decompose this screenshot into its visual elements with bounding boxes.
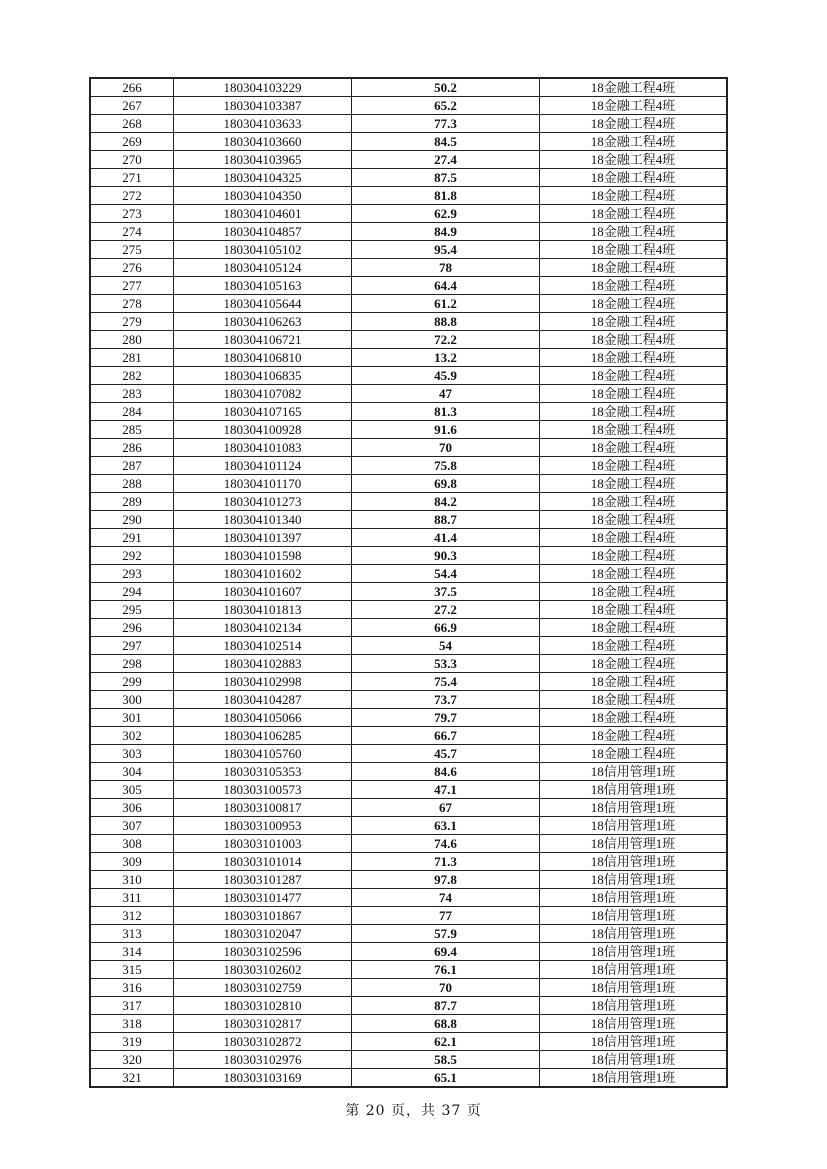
score-cell: 53.3 (352, 655, 540, 673)
row-number-cell: 295 (90, 601, 174, 619)
student-id-cell: 180303102596 (174, 943, 352, 961)
table-row (90, 691, 727, 709)
table-row (90, 493, 727, 511)
table-row (90, 97, 727, 115)
score-cell: 88.7 (352, 511, 540, 529)
student-id-cell: 180303103169 (174, 1069, 352, 1088)
row-number-cell: 273 (90, 205, 174, 223)
student-id-cell: 180304101397 (174, 529, 352, 547)
row-number-cell: 270 (90, 151, 174, 169)
table-row (90, 745, 727, 763)
score-cell: 45.7 (352, 745, 540, 763)
student-id-cell: 180304102514 (174, 637, 352, 655)
table-row (90, 1033, 727, 1051)
row-number-cell: 299 (90, 673, 174, 691)
table-row (90, 1069, 727, 1088)
score-cell: 70 (352, 439, 540, 457)
student-id-cell: 180304105066 (174, 709, 352, 727)
class-name-cell: 18信用管理1班 (540, 961, 728, 979)
table-row (90, 277, 727, 295)
score-cell: 81.3 (352, 403, 540, 421)
table-row (90, 511, 727, 529)
table-row (90, 1015, 727, 1033)
student-id-cell: 180304101602 (174, 565, 352, 583)
table-row (90, 367, 727, 385)
class-name-cell: 18金融工程4班 (540, 133, 728, 151)
table-row (90, 709, 727, 727)
row-number-cell: 274 (90, 223, 174, 241)
class-name-cell: 18金融工程4班 (540, 241, 728, 259)
table-row (90, 979, 727, 997)
class-name-cell: 18金融工程4班 (540, 565, 728, 583)
table-row (90, 565, 727, 583)
class-name-cell: 18金融工程4班 (540, 475, 728, 493)
student-id-cell: 180304105102 (174, 241, 352, 259)
score-cell: 45.9 (352, 367, 540, 385)
score-cell: 54 (352, 637, 540, 655)
table-row (90, 547, 727, 565)
table-row (90, 925, 727, 943)
table-row (90, 223, 727, 241)
class-name-cell: 18信用管理1班 (540, 781, 728, 799)
row-number-cell: 276 (90, 259, 174, 277)
table-row (90, 259, 727, 277)
student-id-cell: 180304102998 (174, 673, 352, 691)
score-table (89, 77, 728, 1088)
student-id-cell: 180304101083 (174, 439, 352, 457)
row-number-cell: 315 (90, 961, 174, 979)
score-cell: 67 (352, 799, 540, 817)
class-name-cell: 18信用管理1班 (540, 853, 728, 871)
score-cell: 87.5 (352, 169, 540, 187)
table-row (90, 763, 727, 781)
row-number-cell: 301 (90, 709, 174, 727)
student-id-cell: 180304100928 (174, 421, 352, 439)
class-name-cell: 18信用管理1班 (540, 889, 728, 907)
score-cell: 27.4 (352, 151, 540, 169)
row-number-cell: 286 (90, 439, 174, 457)
row-number-cell: 289 (90, 493, 174, 511)
row-number-cell: 317 (90, 997, 174, 1015)
class-name-cell: 18金融工程4班 (540, 223, 728, 241)
class-name-cell: 18金融工程4班 (540, 187, 728, 205)
score-cell: 27.2 (352, 601, 540, 619)
student-id-cell: 180304103229 (174, 78, 352, 97)
student-id-cell: 180304104287 (174, 691, 352, 709)
score-cell: 95.4 (352, 241, 540, 259)
class-name-cell: 18金融工程4班 (540, 673, 728, 691)
score-cell: 84.9 (352, 223, 540, 241)
student-id-cell: 180303105353 (174, 763, 352, 781)
student-id-cell: 180303100573 (174, 781, 352, 799)
student-id-cell: 180304103387 (174, 97, 352, 115)
student-id-cell: 180304106810 (174, 349, 352, 367)
table-row (90, 1051, 727, 1069)
class-name-cell: 18信用管理1班 (540, 799, 728, 817)
class-name-cell: 18信用管理1班 (540, 871, 728, 889)
class-name-cell: 18信用管理1班 (540, 1069, 728, 1088)
score-cell: 69.8 (352, 475, 540, 493)
student-id-cell: 180303100953 (174, 817, 352, 835)
table-row (90, 385, 727, 403)
score-cell: 72.2 (352, 331, 540, 349)
table-row (90, 241, 727, 259)
score-cell: 65.1 (352, 1069, 540, 1088)
class-name-cell: 18金融工程4班 (540, 619, 728, 637)
page-number-footer: 第 20 页，共 37 页 (345, 1103, 482, 1119)
student-id-cell: 180304103965 (174, 151, 352, 169)
score-cell: 84.5 (352, 133, 540, 151)
score-cell: 77.3 (352, 115, 540, 133)
row-number-cell: 266 (90, 78, 174, 97)
score-cell: 97.8 (352, 871, 540, 889)
class-name-cell: 18金融工程4班 (540, 421, 728, 439)
row-number-cell: 300 (90, 691, 174, 709)
row-number-cell: 279 (90, 313, 174, 331)
row-number-cell: 304 (90, 763, 174, 781)
row-number-cell: 313 (90, 925, 174, 943)
score-cell: 79.7 (352, 709, 540, 727)
student-id-cell: 180304105163 (174, 277, 352, 295)
student-id-cell: 180304101273 (174, 493, 352, 511)
row-number-cell: 287 (90, 457, 174, 475)
table-row (90, 475, 727, 493)
student-id-cell: 180304101170 (174, 475, 352, 493)
table-row (90, 583, 727, 601)
row-number-cell: 302 (90, 727, 174, 745)
row-number-cell: 269 (90, 133, 174, 151)
table-row (90, 313, 727, 331)
table-row (90, 907, 727, 925)
table-row (90, 889, 727, 907)
table-row (90, 673, 727, 691)
table-row (90, 187, 727, 205)
score-table-body (90, 78, 727, 1087)
score-cell: 75.8 (352, 457, 540, 475)
class-name-cell: 18信用管理1班 (540, 817, 728, 835)
score-cell: 68.8 (352, 1015, 540, 1033)
student-id-cell: 180304104350 (174, 187, 352, 205)
class-name-cell: 18金融工程4班 (540, 205, 728, 223)
row-number-cell: 282 (90, 367, 174, 385)
table-row (90, 619, 727, 637)
score-cell: 69.4 (352, 943, 540, 961)
row-number-cell: 278 (90, 295, 174, 313)
class-name-cell: 18金融工程4班 (540, 295, 728, 313)
table-row (90, 835, 727, 853)
score-cell: 91.6 (352, 421, 540, 439)
row-number-cell: 306 (90, 799, 174, 817)
score-cell: 87.7 (352, 997, 540, 1015)
student-id-cell: 180304107165 (174, 403, 352, 421)
row-number-cell: 321 (90, 1069, 174, 1088)
class-name-cell: 18金融工程4班 (540, 97, 728, 115)
table-row (90, 403, 727, 421)
row-number-cell: 281 (90, 349, 174, 367)
row-number-cell: 312 (90, 907, 174, 925)
table-row (90, 78, 727, 97)
table-row (90, 133, 727, 151)
table-row (90, 439, 727, 457)
table-row (90, 331, 727, 349)
row-number-cell: 319 (90, 1033, 174, 1051)
row-number-cell: 316 (90, 979, 174, 997)
student-id-cell: 180304106285 (174, 727, 352, 745)
score-cell: 47 (352, 385, 540, 403)
class-name-cell: 18信用管理1班 (540, 943, 728, 961)
row-number-cell: 293 (90, 565, 174, 583)
class-name-cell: 18金融工程4班 (540, 349, 728, 367)
row-number-cell: 298 (90, 655, 174, 673)
student-id-cell: 180304103660 (174, 133, 352, 151)
student-id-cell: 180304104857 (174, 223, 352, 241)
table-row (90, 529, 727, 547)
row-number-cell: 277 (90, 277, 174, 295)
class-name-cell: 18金融工程4班 (540, 547, 728, 565)
class-name-cell: 18金融工程4班 (540, 403, 728, 421)
score-cell: 66.9 (352, 619, 540, 637)
class-name-cell: 18金融工程4班 (540, 259, 728, 277)
score-cell: 75.4 (352, 673, 540, 691)
class-name-cell: 18金融工程4班 (540, 169, 728, 187)
student-id-cell: 180303101014 (174, 853, 352, 871)
student-id-cell: 180303102810 (174, 997, 352, 1015)
student-id-cell: 180304104601 (174, 205, 352, 223)
student-id-cell: 180304105760 (174, 745, 352, 763)
score-cell: 84.2 (352, 493, 540, 511)
class-name-cell: 18金融工程4班 (540, 511, 728, 529)
score-cell: 74 (352, 889, 540, 907)
score-cell: 77 (352, 907, 540, 925)
class-name-cell: 18金融工程4班 (540, 78, 728, 97)
student-id-cell: 180304103633 (174, 115, 352, 133)
row-number-cell: 311 (90, 889, 174, 907)
class-name-cell: 18金融工程4班 (540, 277, 728, 295)
score-cell: 74.6 (352, 835, 540, 853)
score-cell: 66.7 (352, 727, 540, 745)
score-cell: 62.9 (352, 205, 540, 223)
score-cell: 50.2 (352, 78, 540, 97)
table-row (90, 205, 727, 223)
student-id-cell: 180304104325 (174, 169, 352, 187)
student-id-cell: 180304101813 (174, 601, 352, 619)
score-cell: 70 (352, 979, 540, 997)
class-name-cell: 18金融工程4班 (540, 493, 728, 511)
table-row (90, 781, 727, 799)
student-id-cell: 180304107082 (174, 385, 352, 403)
score-cell: 54.4 (352, 565, 540, 583)
class-name-cell: 18金融工程4班 (540, 745, 728, 763)
class-name-cell: 18金融工程4班 (540, 709, 728, 727)
class-name-cell: 18金融工程4班 (540, 367, 728, 385)
row-number-cell: 296 (90, 619, 174, 637)
row-number-cell: 320 (90, 1051, 174, 1069)
table-row (90, 961, 727, 979)
score-cell: 64.4 (352, 277, 540, 295)
student-id-cell: 180304105124 (174, 259, 352, 277)
student-id-cell: 180304105644 (174, 295, 352, 313)
student-id-cell: 180304101598 (174, 547, 352, 565)
table-row (90, 637, 727, 655)
student-id-cell: 180304106835 (174, 367, 352, 385)
row-number-cell: 267 (90, 97, 174, 115)
row-number-cell: 310 (90, 871, 174, 889)
student-id-cell: 180304101340 (174, 511, 352, 529)
score-cell: 65.2 (352, 97, 540, 115)
row-number-cell: 280 (90, 331, 174, 349)
table-row (90, 799, 727, 817)
student-id-cell: 180303102817 (174, 1015, 352, 1033)
table-row (90, 655, 727, 673)
class-name-cell: 18信用管理1班 (540, 907, 728, 925)
score-cell: 47.1 (352, 781, 540, 799)
class-name-cell: 18金融工程4班 (540, 331, 728, 349)
student-id-cell: 180303102976 (174, 1051, 352, 1069)
student-id-cell: 180304102883 (174, 655, 352, 673)
score-cell: 62.1 (352, 1033, 540, 1051)
row-number-cell: 291 (90, 529, 174, 547)
class-name-cell: 18金融工程4班 (540, 583, 728, 601)
table-row (90, 151, 727, 169)
class-name-cell: 18信用管理1班 (540, 1015, 728, 1033)
row-number-cell: 318 (90, 1015, 174, 1033)
row-number-cell: 285 (90, 421, 174, 439)
table-row (90, 997, 727, 1015)
table-row (90, 295, 727, 313)
class-name-cell: 18金融工程4班 (540, 385, 728, 403)
table-row (90, 349, 727, 367)
row-number-cell: 307 (90, 817, 174, 835)
student-id-cell: 180303102872 (174, 1033, 352, 1051)
student-id-cell: 180303102759 (174, 979, 352, 997)
row-number-cell: 303 (90, 745, 174, 763)
table-row (90, 457, 727, 475)
class-name-cell: 18金融工程4班 (540, 115, 728, 133)
score-cell: 78 (352, 259, 540, 277)
table-row (90, 601, 727, 619)
student-id-cell: 180303101003 (174, 835, 352, 853)
score-cell: 41.4 (352, 529, 540, 547)
table-row (90, 169, 727, 187)
student-id-cell: 180304106263 (174, 313, 352, 331)
row-number-cell: 284 (90, 403, 174, 421)
student-id-cell: 180303101287 (174, 871, 352, 889)
row-number-cell: 271 (90, 169, 174, 187)
class-name-cell: 18金融工程4班 (540, 313, 728, 331)
class-name-cell: 18金融工程4班 (540, 151, 728, 169)
score-cell: 57.9 (352, 925, 540, 943)
row-number-cell: 268 (90, 115, 174, 133)
row-number-cell: 309 (90, 853, 174, 871)
student-id-cell: 180303101867 (174, 907, 352, 925)
student-id-cell: 180304106721 (174, 331, 352, 349)
score-cell: 90.3 (352, 547, 540, 565)
table-row (90, 727, 727, 745)
class-name-cell: 18金融工程4班 (540, 637, 728, 655)
row-number-cell: 314 (90, 943, 174, 961)
class-name-cell: 18信用管理1班 (540, 835, 728, 853)
class-name-cell: 18金融工程4班 (540, 655, 728, 673)
row-number-cell: 297 (90, 637, 174, 655)
row-number-cell: 288 (90, 475, 174, 493)
row-number-cell: 294 (90, 583, 174, 601)
class-name-cell: 18信用管理1班 (540, 925, 728, 943)
student-id-cell: 180303101477 (174, 889, 352, 907)
score-cell: 37.5 (352, 583, 540, 601)
row-number-cell: 292 (90, 547, 174, 565)
class-name-cell: 18金融工程4班 (540, 727, 728, 745)
student-id-cell: 180303100817 (174, 799, 352, 817)
row-number-cell: 275 (90, 241, 174, 259)
score-cell: 71.3 (352, 853, 540, 871)
class-name-cell: 18金融工程4班 (540, 457, 728, 475)
table-row (90, 943, 727, 961)
score-cell: 61.2 (352, 295, 540, 313)
score-cell: 76.1 (352, 961, 540, 979)
score-cell: 84.6 (352, 763, 540, 781)
score-cell: 73.7 (352, 691, 540, 709)
class-name-cell: 18信用管理1班 (540, 1051, 728, 1069)
table-row (90, 115, 727, 133)
class-name-cell: 18金融工程4班 (540, 529, 728, 547)
class-name-cell: 18金融工程4班 (540, 601, 728, 619)
table-row (90, 421, 727, 439)
score-cell: 88.8 (352, 313, 540, 331)
row-number-cell: 305 (90, 781, 174, 799)
row-number-cell: 272 (90, 187, 174, 205)
class-name-cell: 18金融工程4班 (540, 691, 728, 709)
row-number-cell: 290 (90, 511, 174, 529)
class-name-cell: 18信用管理1班 (540, 979, 728, 997)
class-name-cell: 18信用管理1班 (540, 997, 728, 1015)
student-id-cell: 180304102134 (174, 619, 352, 637)
class-name-cell: 18信用管理1班 (540, 1033, 728, 1051)
student-id-cell: 180304101607 (174, 583, 352, 601)
score-cell: 58.5 (352, 1051, 540, 1069)
class-name-cell: 18金融工程4班 (540, 439, 728, 457)
student-id-cell: 180303102602 (174, 961, 352, 979)
table-row (90, 817, 727, 835)
table-row (90, 871, 727, 889)
table-row (90, 853, 727, 871)
row-number-cell: 308 (90, 835, 174, 853)
class-name-cell: 18信用管理1班 (540, 763, 728, 781)
student-id-cell: 180304101124 (174, 457, 352, 475)
score-cell: 81.8 (352, 187, 540, 205)
score-cell: 13.2 (352, 349, 540, 367)
score-cell: 63.1 (352, 817, 540, 835)
row-number-cell: 283 (90, 385, 174, 403)
student-id-cell: 180303102047 (174, 925, 352, 943)
